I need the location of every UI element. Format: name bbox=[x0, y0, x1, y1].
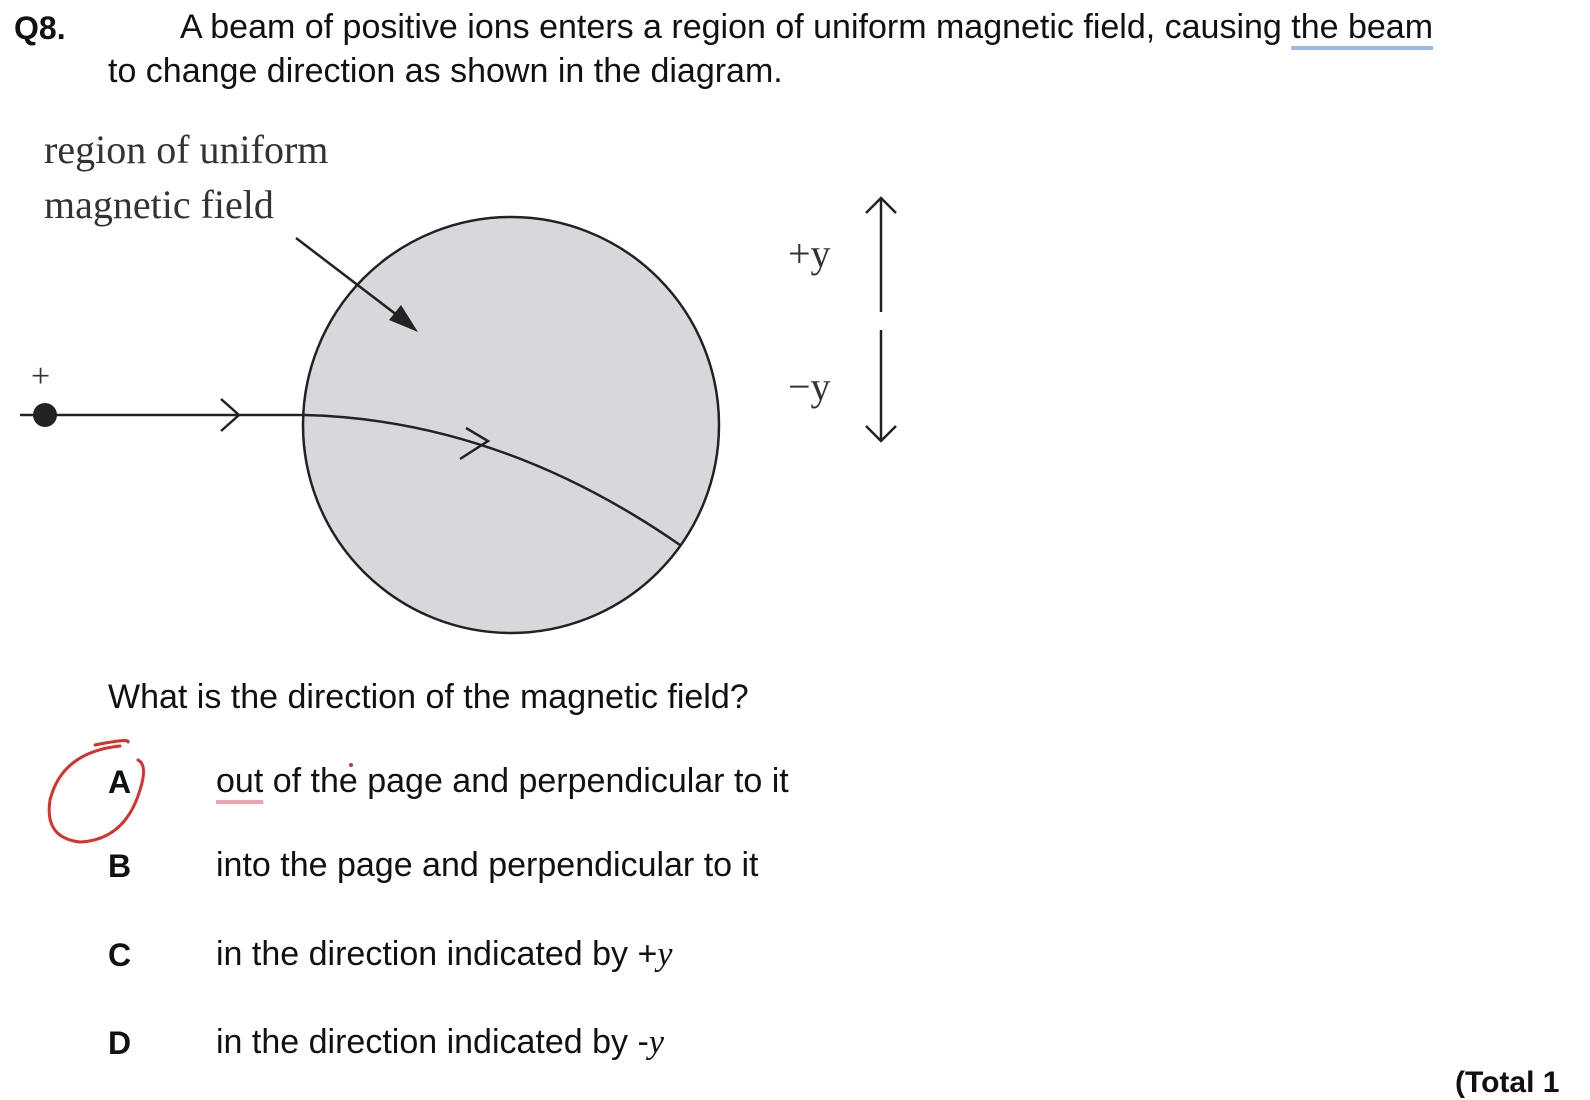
region-label-line1: region of uniform bbox=[44, 127, 329, 172]
option-a-text[interactable] bbox=[216, 762, 789, 801]
option-d-variable: y bbox=[648, 1024, 664, 1061]
field-region-circle bbox=[303, 217, 719, 633]
stem-line1-text: A beam of positive ions enters a region of uniform magnetic field, causing bbox=[180, 8, 1292, 46]
option-a-rest: of the page and perpendicular to it bbox=[263, 762, 789, 800]
option-a-underlined-word: out bbox=[216, 762, 264, 800]
total-marks-partial: (Total 1 bbox=[1455, 1066, 1560, 1099]
option-d-text[interactable] bbox=[216, 1023, 664, 1062]
region-label-line2: magnetic field bbox=[44, 182, 274, 227]
ion-charge-label: + bbox=[31, 358, 51, 395]
option-d-phrase: in the direction indicated by - bbox=[216, 1023, 649, 1061]
minus-y-label: −y bbox=[788, 364, 831, 409]
stem-line1-underlined: the beam bbox=[1291, 8, 1434, 46]
option-c-text[interactable] bbox=[216, 935, 672, 974]
option-b-text[interactable]: into the page and perpendicular to it bbox=[216, 846, 759, 884]
option-b-letter[interactable]: B bbox=[108, 848, 132, 884]
option-c-letter[interactable]: C bbox=[108, 937, 132, 973]
option-c-variable: y bbox=[657, 936, 673, 973]
question-number: Q8. bbox=[14, 10, 66, 46]
question-prompt: What is the direction of the magnetic field? bbox=[108, 678, 749, 716]
option-d-letter[interactable]: D bbox=[108, 1025, 132, 1061]
option-a-letter[interactable]: A bbox=[108, 764, 132, 800]
plus-y-label: +y bbox=[788, 231, 831, 276]
question-stem-line2: to change direction as shown in the diagram. bbox=[108, 52, 783, 90]
option-c-phrase: in the direction indicated by + bbox=[216, 935, 658, 973]
